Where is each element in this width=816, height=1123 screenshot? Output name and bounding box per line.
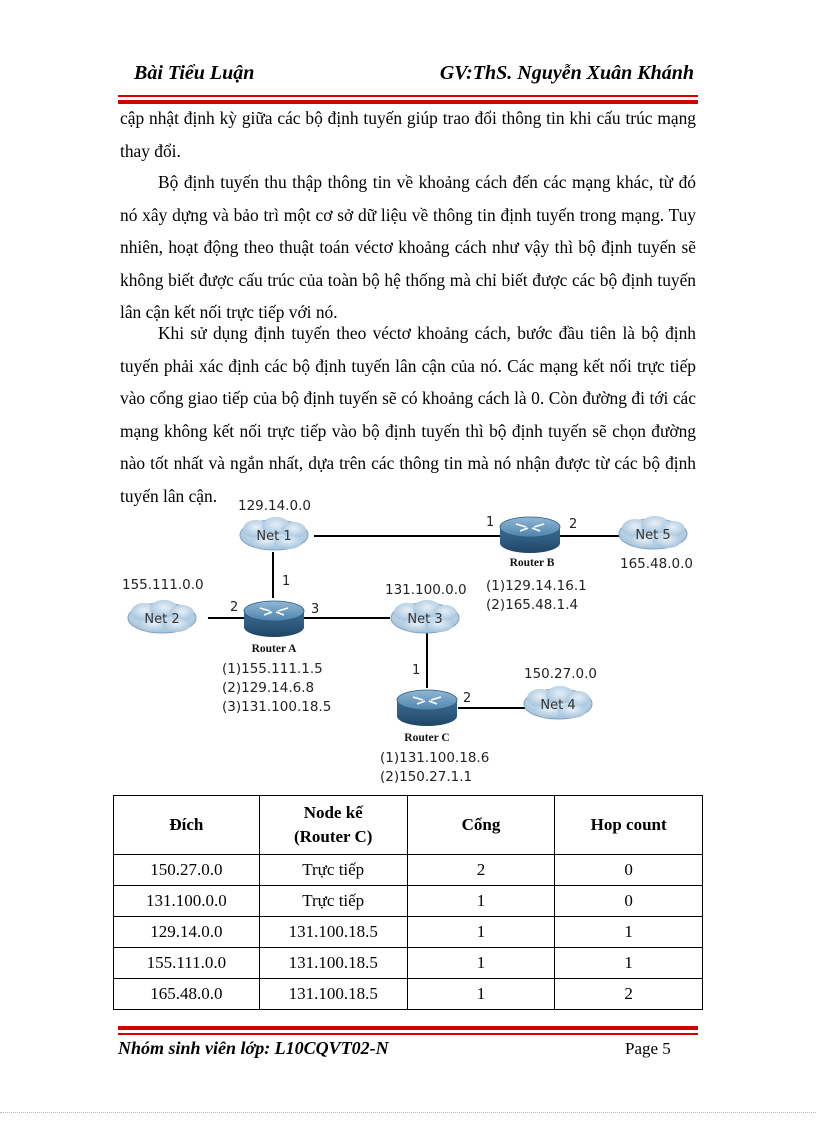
cell-hop: 0 <box>555 855 703 886</box>
cell-next-node: 131.100.18.5 <box>259 979 407 1010</box>
cell-port: 1 <box>407 917 555 948</box>
header-title: Bài Tiểu Luận <box>134 62 255 84</box>
routerA-icon <box>244 601 304 637</box>
routerB-icon <box>500 517 560 553</box>
net1-address: 129.14.0.0 <box>238 498 311 514</box>
footer-rule-thin <box>118 1033 698 1035</box>
port-c2: 2 <box>463 691 472 706</box>
header-port: Cổng <box>407 796 555 855</box>
cell-port: 1 <box>407 886 555 917</box>
table-row <box>114 886 703 917</box>
routerA-name: Router A <box>251 643 297 655</box>
cell-port: 2 <box>407 855 555 886</box>
cell-next-node: 131.100.18.5 <box>259 917 407 948</box>
paragraph-3: Khi sử dụng định tuyến theo véctơ khoảng cách, bước đầu tiên là bộ định tuyến phải xác định các bộ định tuyến lân cận của nó. Các mạng kết nối trực tiếp vào cổng giao tiếp của bộ định tuyến sẽ có khoảng cách là 0. Còn đường đi tới các mạng không kết nối trực tiếp vào bộ định tuyến thì bộ định tuyến sẽ chọn đường nào tốt nhất và ngắn nhất, dựa trên các thông tin mà nó nhận được từ các bộ định tuyến lân cận. <box>120 323 696 506</box>
table-header-row <box>114 796 703 855</box>
footer-group: Nhóm sinh viên lớp: L10CQVT02-N <box>118 1038 389 1058</box>
header-instructor: GV:ThS. Nguyễn Xuân Khánh <box>439 62 694 84</box>
cell-dest: 129.14.0.0 <box>114 917 260 948</box>
cell-dest: 155.111.0.0 <box>114 948 260 979</box>
net2-label: Net 2 <box>144 612 180 627</box>
cell-next-node: 131.100.18.5 <box>259 948 407 979</box>
cell-hop: 1 <box>555 917 703 948</box>
net2-address: 155.111.0.0 <box>122 577 204 593</box>
header-dest: Đích <box>114 796 260 855</box>
cell-next-node: Trực tiếp <box>259 855 407 886</box>
net5-cloud <box>619 516 687 549</box>
routerC-name: Router C <box>404 732 450 744</box>
routerA-if1: (1)155.111.1.5 <box>222 661 323 677</box>
routerC-icon <box>397 690 457 726</box>
paragraph-1: cập nhật định kỳ giữa các bộ định tuyến giúp trao đổi thông tin khi cấu trúc mạng thay đổi. <box>120 108 696 161</box>
net3-label: Net 3 <box>407 612 443 627</box>
page-number: Page 5 <box>625 1039 671 1058</box>
routerA-if3: (3)131.100.18.5 <box>222 699 332 715</box>
footer-rule-thick <box>118 1026 698 1030</box>
header-next-node-line1: Node kế <box>303 803 363 822</box>
port-a1: 1 <box>282 574 291 589</box>
net4-label: Net 4 <box>540 698 576 713</box>
table-row <box>114 948 703 979</box>
net4-address: 150.27.0.0 <box>524 666 597 682</box>
cell-dest: 131.100.0.0 <box>114 886 260 917</box>
network-diagram <box>100 488 720 788</box>
page-header <box>118 56 698 92</box>
port-a2: 2 <box>230 600 239 615</box>
routerB-if2: (2)165.48.1.4 <box>486 597 579 613</box>
net3-address: 131.100.0.0 <box>385 582 467 598</box>
routing-table <box>113 795 703 1010</box>
cell-port: 1 <box>407 979 555 1010</box>
cell-hop: 2 <box>555 979 703 1010</box>
net1-label: Net 1 <box>256 529 292 544</box>
table-row <box>114 917 703 948</box>
net3-cloud <box>391 600 459 633</box>
routerB-name: Router B <box>509 557 555 569</box>
table-row <box>114 979 703 1010</box>
header-hop-count: Hop count <box>555 796 703 855</box>
table-row <box>114 855 703 886</box>
cell-dest: 165.48.0.0 <box>114 979 260 1010</box>
net5-label: Net 5 <box>635 528 671 543</box>
routerB-if1: (1)129.14.16.1 <box>486 578 587 594</box>
page-boundary <box>0 1112 816 1113</box>
cell-hop: 0 <box>555 886 703 917</box>
net4-cloud <box>524 686 592 719</box>
routerA-if2: (2)129.14.6.8 <box>222 680 315 696</box>
net2-cloud <box>128 600 196 633</box>
routerC-if2: (2)150.27.1.1 <box>380 769 473 785</box>
cell-dest: 150.27.0.0 <box>114 855 260 886</box>
cell-hop: 1 <box>555 948 703 979</box>
header-next-node <box>259 796 407 855</box>
paragraph-2: Bộ định tuyến thu thập thông tin về khoảng cách đến các mạng khác, từ đó nó xây dựng và bảo trì một cơ sở dữ liệu về thông tin định tuyến trong mạng. Tuy nhiên, hoạt động theo thuật toán véctơ khoảng cách như vậy thì bộ định tuyến sẽ không biết được cấu trúc của toàn bộ hệ thống mà chỉ biết được các bộ định tuyến lân cận kết nối trực tiếp với nó. <box>120 172 696 322</box>
port-b2: 2 <box>569 517 578 532</box>
cell-next-node: Trực tiếp <box>259 886 407 917</box>
port-a3: 3 <box>311 602 320 617</box>
net1-cloud <box>240 517 308 550</box>
routerC-if1: (1)131.100.18.6 <box>380 750 490 766</box>
port-c1: 1 <box>412 663 421 678</box>
header-next-node-line2: (Router C) <box>293 827 373 846</box>
port-b1: 1 <box>486 515 495 530</box>
cell-port: 1 <box>407 948 555 979</box>
net5-address: 165.48.0.0 <box>620 556 693 572</box>
header-rule-thin <box>118 95 698 97</box>
